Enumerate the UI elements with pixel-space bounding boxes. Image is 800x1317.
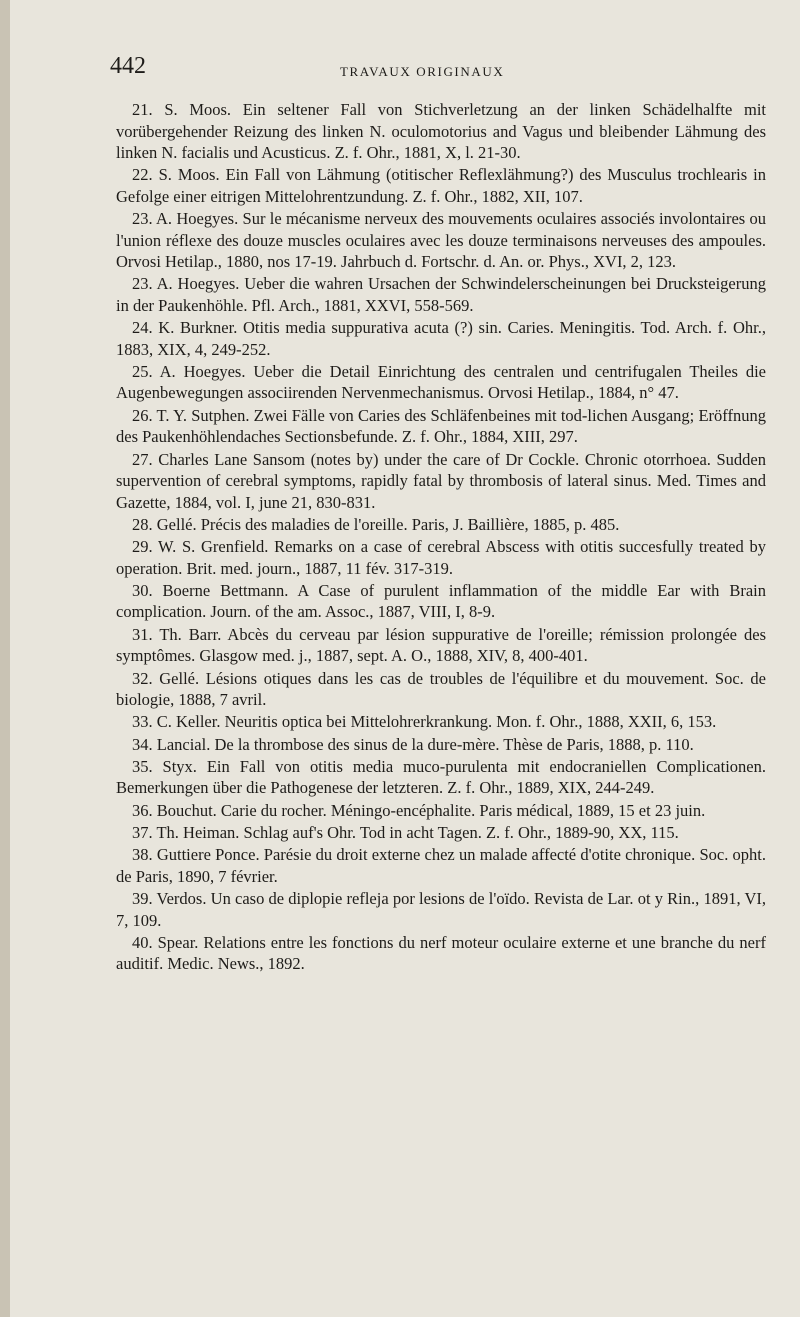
bibliography-entry: 22. S. Moos. Ein Fall von Lähmung (otitischer Reflexlähmung?) des Musculus trochlearis in Gefolge einer eitrigen Mittelohrentzundung. Z. f. Ohr., 1882, XII, 107. xyxy=(116,165,766,206)
page-number: 442 xyxy=(110,53,146,79)
bibliography-entry: 23. A. Hoegyes. Ueber die wahren Ursachen der Schwindelerscheinungen bei Drucksteigerung in der Paukenhöhle. Pfl. Arch., 1881, XXVI, 558-569. xyxy=(116,274,766,315)
bibliography-entry: 31. Th. Barr. Abcès du cerveau par lésion suppurative de l'oreille; rémission prolongée des symptômes. Glasgow med. j., 1887, sept. A. O., 1888, XIV, 8, 400-401. xyxy=(116,624,766,666)
bibliography-entry: 33. C. Keller. Neuritis optica bei Mittelohrerkrankung. Mon. f. Ohr., 1888, XXII, 6, 153. xyxy=(132,712,717,732)
bibliography-entry: 25. A. Hoegyes. Ueber die Detail Einrichtung des centralen und centrifugalen Theiles die Augenbewegungen associirenden Nervenmechanismus. Orvosi Hetilap., 1884, n° 47. xyxy=(116,361,766,403)
bibliography-entry: 39. Verdos. Un caso de diplopie refleja por lesions de l'oïdo. Revista de Lar. ot y Rin., 1891, VI, 7, 109. xyxy=(116,889,766,930)
bibliography-entry: 37. Th. Heiman. Schlag auf's Ohr. Tod in acht Tagen. Z. f. Ohr., 1889-90, XX, 115. xyxy=(132,823,679,843)
bibliography-entry: 28. Gellé. Précis des maladies de l'oreille. Paris, J. Baillière, 1885, p. 485. xyxy=(132,514,620,534)
bibliography-entry: 36. Bouchut. Carie du rocher. Méningo-encéphalite. Paris médical, 1889, 15 et 23 juin. xyxy=(132,800,706,820)
running-head: TRAVAUX ORIGINAUX xyxy=(340,64,505,79)
bibliography-entry: 29. W. S. Grenfield. Remarks on a case of cerebral Abscess with otitis succesfully treated by operation. Brit. med. journ., 1887, 11 fév. 317-319. xyxy=(116,537,766,578)
bibliography-entry: 38. Guttiere Ponce. Parésie du droit externe chez un malade affecté d'otite chronique. Soc. opht. de Paris, 1890, 7 février. xyxy=(116,845,766,886)
bibliography-entry: 27. Charles Lane Sansom (notes by) under the care of Dr Cockle. Chronic otorrhoea. Sudden supervention of cerebral symptoms, rapidly fatal by thrombosis of lateral sinus. Med. Times and Gazette, 1884, vol. I, june 21, 830-831. xyxy=(116,449,766,512)
book-page xyxy=(10,0,800,1317)
bibliography-entry: 32. Gellé. Lésions otiques dans les cas de troubles de l'équilibre et du mouvement. Soc. de biologie, 1888, 7 avril. xyxy=(116,668,766,710)
bibliography-list xyxy=(116,99,766,976)
bibliography-entry: 34. Lancial. De la thrombose des sinus de la dure-mère. Thèse de Paris, 1888, p. 110. xyxy=(132,734,694,754)
bibliography-entry: 26. T. Y. Sutphen. Zwei Fälle von Caries des Schläfenbeines mit tod-lichen Ausgang; Eröffnung des Paukenhöhlendaches Sectionsbefunde. Z. f. Ohr., 1884, XIII, 297. xyxy=(116,405,766,447)
bibliography-entry: 40. Spear. Relations entre les fonctions du nerf moteur oculaire externe et une branche du nerf auditif. Medic. News., 1892. xyxy=(116,932,766,974)
bibliography-entry: 30. Boerne Bettmann. A Case of purulent inflammation of the middle Ear with Brain complication. Journ. of the am. Assoc., 1887, VIII, I, 8-9. xyxy=(116,580,766,622)
bibliography-entry: 21. S. Moos. Ein seltener Fall von Stichverletzung an der linken Schädelhalfte mit vorübergehender Reizung des linken N. oculomotorius and Vagus und bleibender Lähmung des linken N. facialis und Acusticus. Z. f. Ohr., 1881, X, l. 21-30. xyxy=(116,100,766,162)
bibliography-entry: 24. K. Burkner. Otitis media suppurativa acuta (?) sin. Caries. Meningitis. Tod. Arch. f. Ohr., 1883, XIX, 4, 249-252. xyxy=(116,318,766,359)
bibliography-entry: 35. Styx. Ein Fall von otitis media muco-purulenta mit endocraniellen Complicationen. Bemerkungen über die Pathogenese der letzteren. Z. f. Ohr., 1889, XIX, 244-249. xyxy=(116,756,766,798)
bibliography-entry: 23. A. Hoegyes. Sur le mécanisme nerveux des mouvements oculaires associés involontaires ou l'union réflexe des douze muscles oculaires avec les douze terminaisons nerveuses des ampoules. Orvosi Hetilap., 1880, nos 17-19. Jahrbuch d. Fortschr. d. An. or. Phys., XVI, 2, 123. xyxy=(116,209,766,272)
